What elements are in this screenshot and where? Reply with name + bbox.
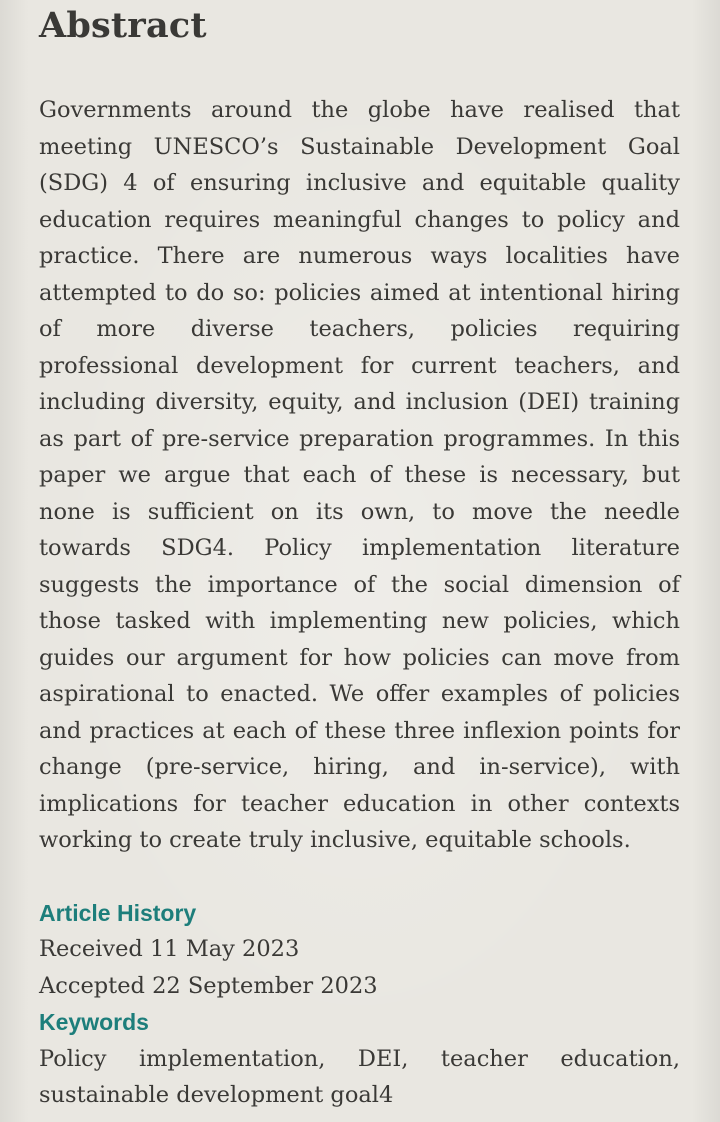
keywords-list: Policy implementation, DEI, teacher education, sustainable development goal4	[39, 1045, 680, 1108]
article-history-section	[39, 895, 680, 1005]
keywords-label: Keywords	[39, 1009, 149, 1035]
received-date: Received 11 May 2023	[39, 936, 300, 962]
abstract-body: Governments around the globe have realised that meeting UNESCO’s Sustainable Development Goal (SDG) 4 of ensuring inclusive and equitable quality education requires meaningful changes to policy and practice. There are numerous ways localities have attempted to do so: policies aimed at intentional hiring of more diverse teachers, policies requiring professional development for current teachers, and including diversity, equity, and inclusion (DEI) training as part of pre-service preparation programmes. In this paper we argue that each of these is necessary, but none is sufficient on its own, to move the needle towards SDG4. Policy implementation literature suggests the importance of the social dimension of those tasked with implementing new policies, which guides our argument for how policies can move from aspirational to enacted. We offer examples of policies and practices at each of these three inflexion points for change (pre-service, hiring, and in-service), with implications for teacher education in other contexts working to create truly inclusive, equitable schools.	[39, 97, 680, 853]
accepted-date: Accepted 22 September 2023	[39, 972, 378, 999]
article-history-label: Article History	[39, 899, 197, 926]
article-page	[39, 0, 680, 1114]
keywords-section	[39, 1004, 680, 1114]
abstract-heading: Abstract	[39, 5, 207, 46]
